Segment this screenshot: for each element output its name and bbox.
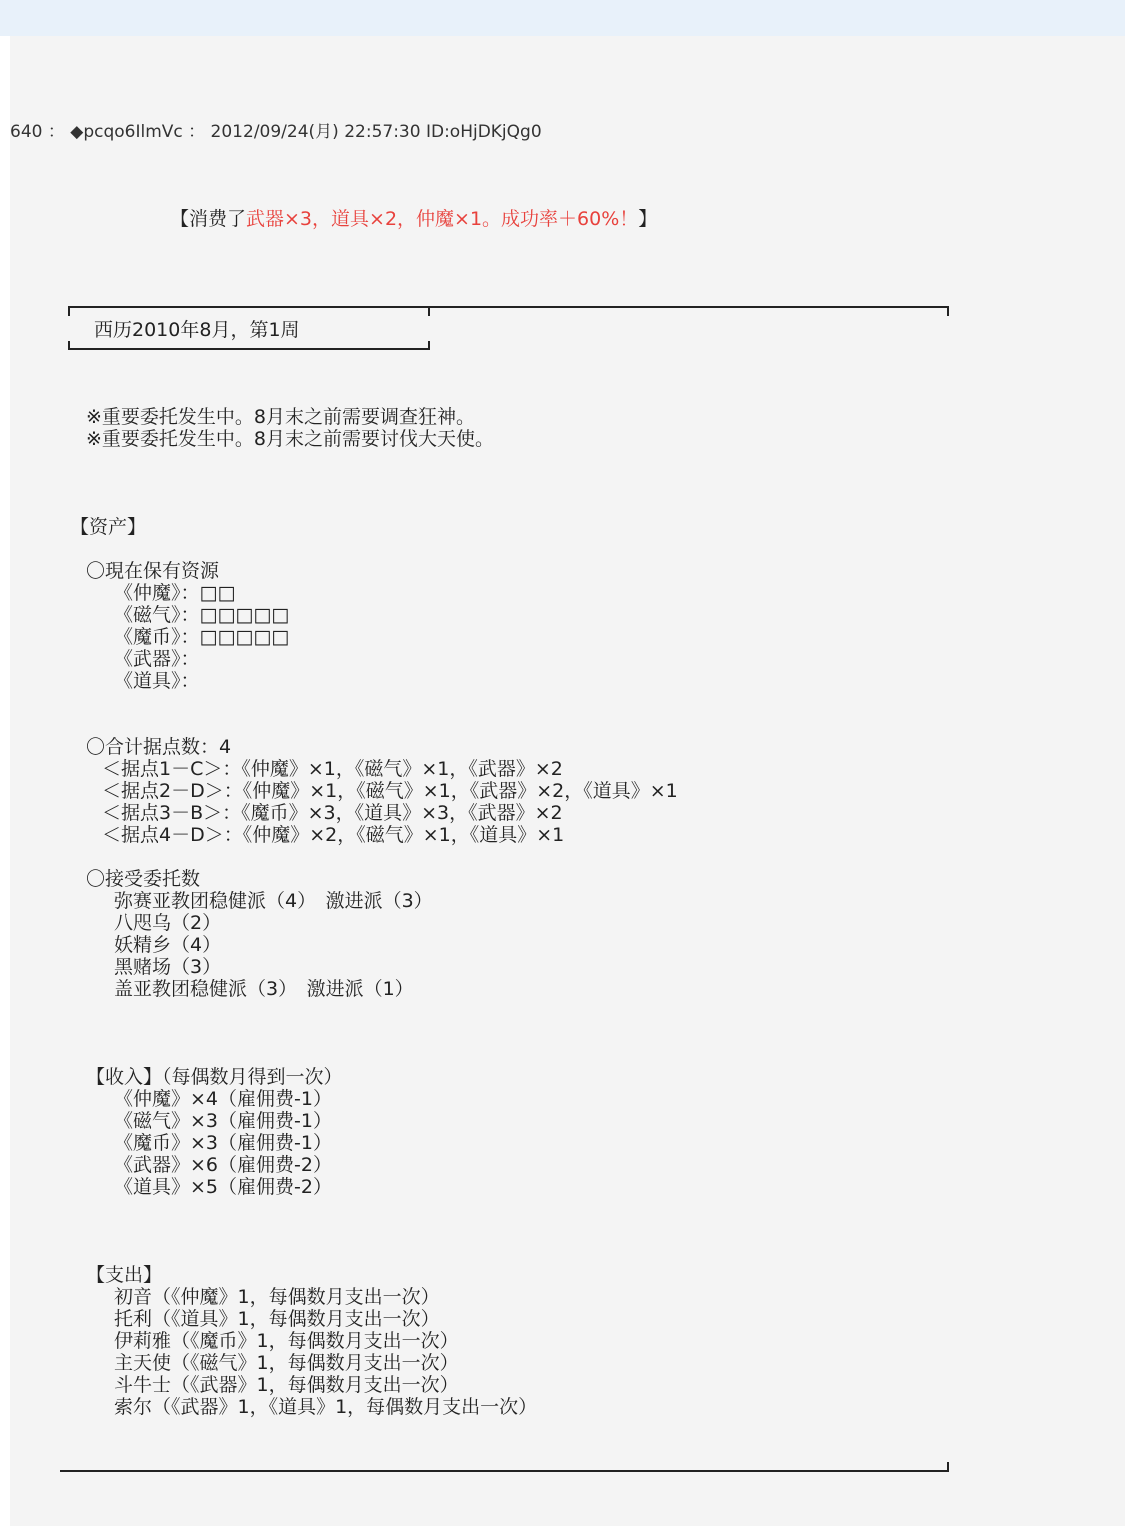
income-item: 《磁气》×3（雇佣费-1） bbox=[114, 1110, 332, 1132]
income-item: 《道具》×5（雇佣费-2） bbox=[114, 1176, 332, 1198]
commission-item: 弥赛亚教团稳健派（4） 激进派（3） bbox=[114, 890, 433, 912]
expense-item: 初音（《仲魔》1，每偶数月支出一次） bbox=[114, 1286, 440, 1308]
expense-title: 【支出】 bbox=[86, 1264, 163, 1286]
base-item: ＜据点3－B＞：《魔币》×3，《道具》×3，《武器》×2 bbox=[102, 802, 563, 824]
result-prefix: 【消费了 bbox=[170, 208, 247, 230]
result-highlight: 武器×3，道具×2，仲魔×1。成功率＋60%！ bbox=[246, 208, 639, 230]
income-item: 《武器》×6（雇佣费-2） bbox=[114, 1154, 332, 1176]
notice-1: ※重要委托发生中。8月末之前需要调查狂神。 bbox=[86, 406, 476, 428]
left-strip bbox=[0, 36, 10, 1526]
resource-item: 《仲魔》：□□ bbox=[114, 582, 236, 604]
post-header: 640 ： ◆pcqo6IlmVc ： 2012/09/24(月) 22:57:30 ID:oHjDKjQg0 bbox=[10, 122, 542, 142]
bases-title: 〇合计据点数：4 bbox=[86, 736, 232, 758]
assets-title: 【资产】 bbox=[70, 516, 147, 538]
expense-item: 伊莉雅（《魔币》1，每偶数月支出一次） bbox=[114, 1330, 459, 1352]
income-item: 《仲魔》×4（雇佣费-1） bbox=[114, 1088, 332, 1110]
base-item: ＜据点4－D＞：《仲魔》×2，《磁气》×1，《道具》×1 bbox=[102, 824, 565, 846]
top-bar bbox=[0, 0, 1125, 36]
base-item: ＜据点2－D＞：《仲魔》×1，《磁气》×1，《武器》×2，《道具》×1 bbox=[102, 780, 678, 802]
post-body bbox=[10, 36, 1125, 1526]
date-box-bottom-right-tick bbox=[428, 341, 430, 350]
date-box-bottom-left-tick bbox=[68, 341, 70, 350]
result-suffix: 】 bbox=[638, 208, 658, 230]
commission-item: 盖亚教团稳健派（3） 激进派（1） bbox=[114, 978, 414, 1000]
resource-item: 《道具》： bbox=[114, 670, 200, 692]
commission-item: 八咫乌（2） bbox=[114, 912, 222, 934]
expense-item: 斗牛士（《武器》1，每偶数月支出一次） bbox=[114, 1374, 459, 1396]
frame-top-left-tick bbox=[68, 306, 70, 316]
notice-2: ※重要委托发生中。8月末之前需要讨伐大天使。 bbox=[86, 428, 495, 450]
commissions-title: 〇接受委托数 bbox=[86, 868, 201, 890]
date-box-bottom-line bbox=[68, 348, 430, 350]
resource-item: 《武器》： bbox=[114, 648, 200, 670]
frame-top-line bbox=[68, 306, 949, 308]
commission-item: 妖精乡（4） bbox=[114, 934, 222, 956]
date-box-divider-tick bbox=[428, 306, 430, 316]
frame-top-right-tick bbox=[947, 306, 949, 316]
resource-item: 《磁气》：□□□□□ bbox=[114, 604, 290, 626]
frame-bottom-line bbox=[60, 1470, 949, 1472]
income-title: 【收入】（每偶数月得到一次） bbox=[86, 1066, 343, 1088]
commission-item: 黑赌场（3） bbox=[114, 956, 222, 978]
expense-item: 主天使（《磁气》1，每偶数月支出一次） bbox=[114, 1352, 459, 1374]
resource-item: 《魔币》：□□□□□ bbox=[114, 626, 290, 648]
result-line bbox=[170, 208, 657, 230]
date-box-text: 西历2010年8月，第1周 bbox=[94, 319, 300, 341]
expense-item: 索尔（《武器》1，《道具》1，每偶数月支出一次） bbox=[114, 1396, 538, 1418]
frame-bottom-right-tick bbox=[947, 1462, 949, 1472]
base-item: ＜据点1－C＞：《仲魔》×1，《磁气》×1，《武器》×2 bbox=[102, 758, 563, 780]
expense-item: 托利（《道具》1，每偶数月支出一次） bbox=[114, 1308, 440, 1330]
income-item: 《魔币》×3（雇佣费-1） bbox=[114, 1132, 332, 1154]
resources-title: 〇現在保有资源 bbox=[86, 560, 220, 582]
